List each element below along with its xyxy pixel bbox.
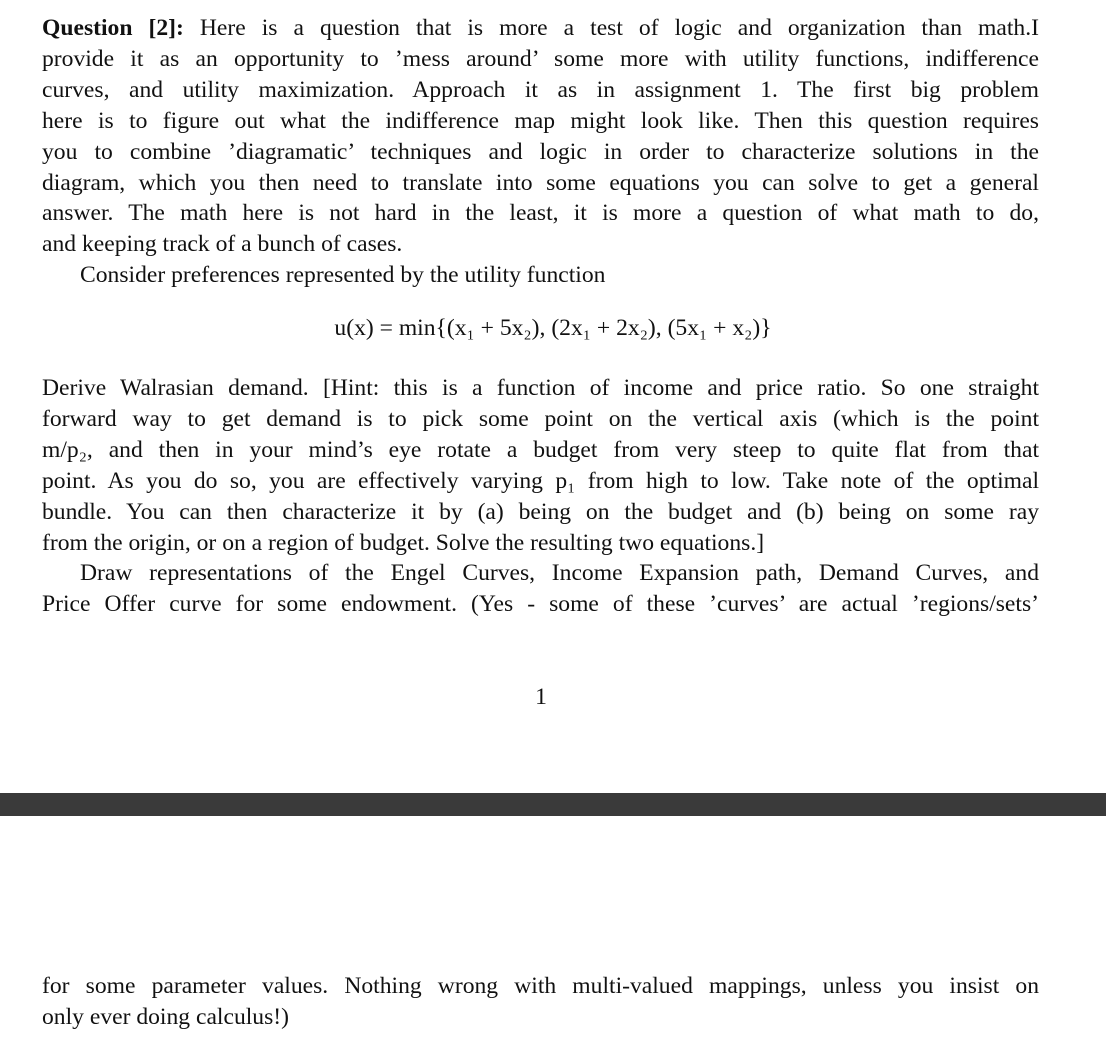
utility-intro-paragraph [42,260,1039,291]
text-line: answer. The math here is not hard in the least, it is more a question of what math to do, [42,200,1039,227]
text-line: forward way to get demand is to pick some point on the vertical axis (which is the point [42,405,1039,432]
text-line: diagram, which you then need to translate into some equations you can solve to get a general [42,169,1039,196]
page-break-divider [0,793,1106,816]
text-line: you to combine ’diagramatic’ techniques and logic in order to characterize solutions in the [42,138,1039,165]
text-line: from the origin, or on a region of budget. Solve the resulting two equations.] [42,529,765,556]
text-line: Draw representations of the Engel Curves, Income Expansion path, Demand Curves, and [80,560,1039,586]
text-line: here is to figure out what the indifference map might look like. Then this question requires [42,107,1039,134]
text-line: Derive Walrasian demand. [Hint: this is a function of income and price ratio. So one straight [42,375,1039,401]
question-paragraph-intro [42,13,1039,260]
text-line: Price Offer curve for some endowment. (Yes - some of these ’curves’ are actual ’regions/sets’ [42,590,1039,617]
text-line: Consider preferences represented by the utility function [80,262,606,288]
text-line: curves, and utility maximization. Approach it as in assignment 1. The first big problem [42,76,1039,103]
page-number: 1 [535,684,547,710]
text-line: m/p₂, and then in your mind’s eye rotate a budget from very steep to quite flat from that [42,436,1039,463]
text-line: point. As you do so, you are effectively varying p₁ from high to low. Take note of the optimal [42,467,1039,494]
text-line: bundle. You can then characterize it by (a) being on the budget and (b) being on some ray [42,498,1039,525]
text-line: and keeping track of a bunch of cases. [42,231,403,258]
curves-paragraph [42,558,1039,620]
text-line: for some parameter values. Nothing wrong with multi-valued mappings, unless you insist on [42,973,1039,999]
walrasian-demand-paragraph [42,373,1039,558]
utility-equation: u(x) = min{(x₁ + 5x₂), (2x₁ + 2x₂), (5x₁ + x₂)} [334,315,772,341]
text-line: only ever doing calculus!) [42,1003,289,1030]
text-line: Question [2]: Here is a question that is more a test of logic and organization than math.I [42,15,1039,41]
question-label: Question [2]: [42,15,184,41]
curves-paragraph-continued [42,971,1039,1033]
text-line: provide it as an opportunity to ’mess around’ some more with utility functions, indifference [42,45,1039,72]
